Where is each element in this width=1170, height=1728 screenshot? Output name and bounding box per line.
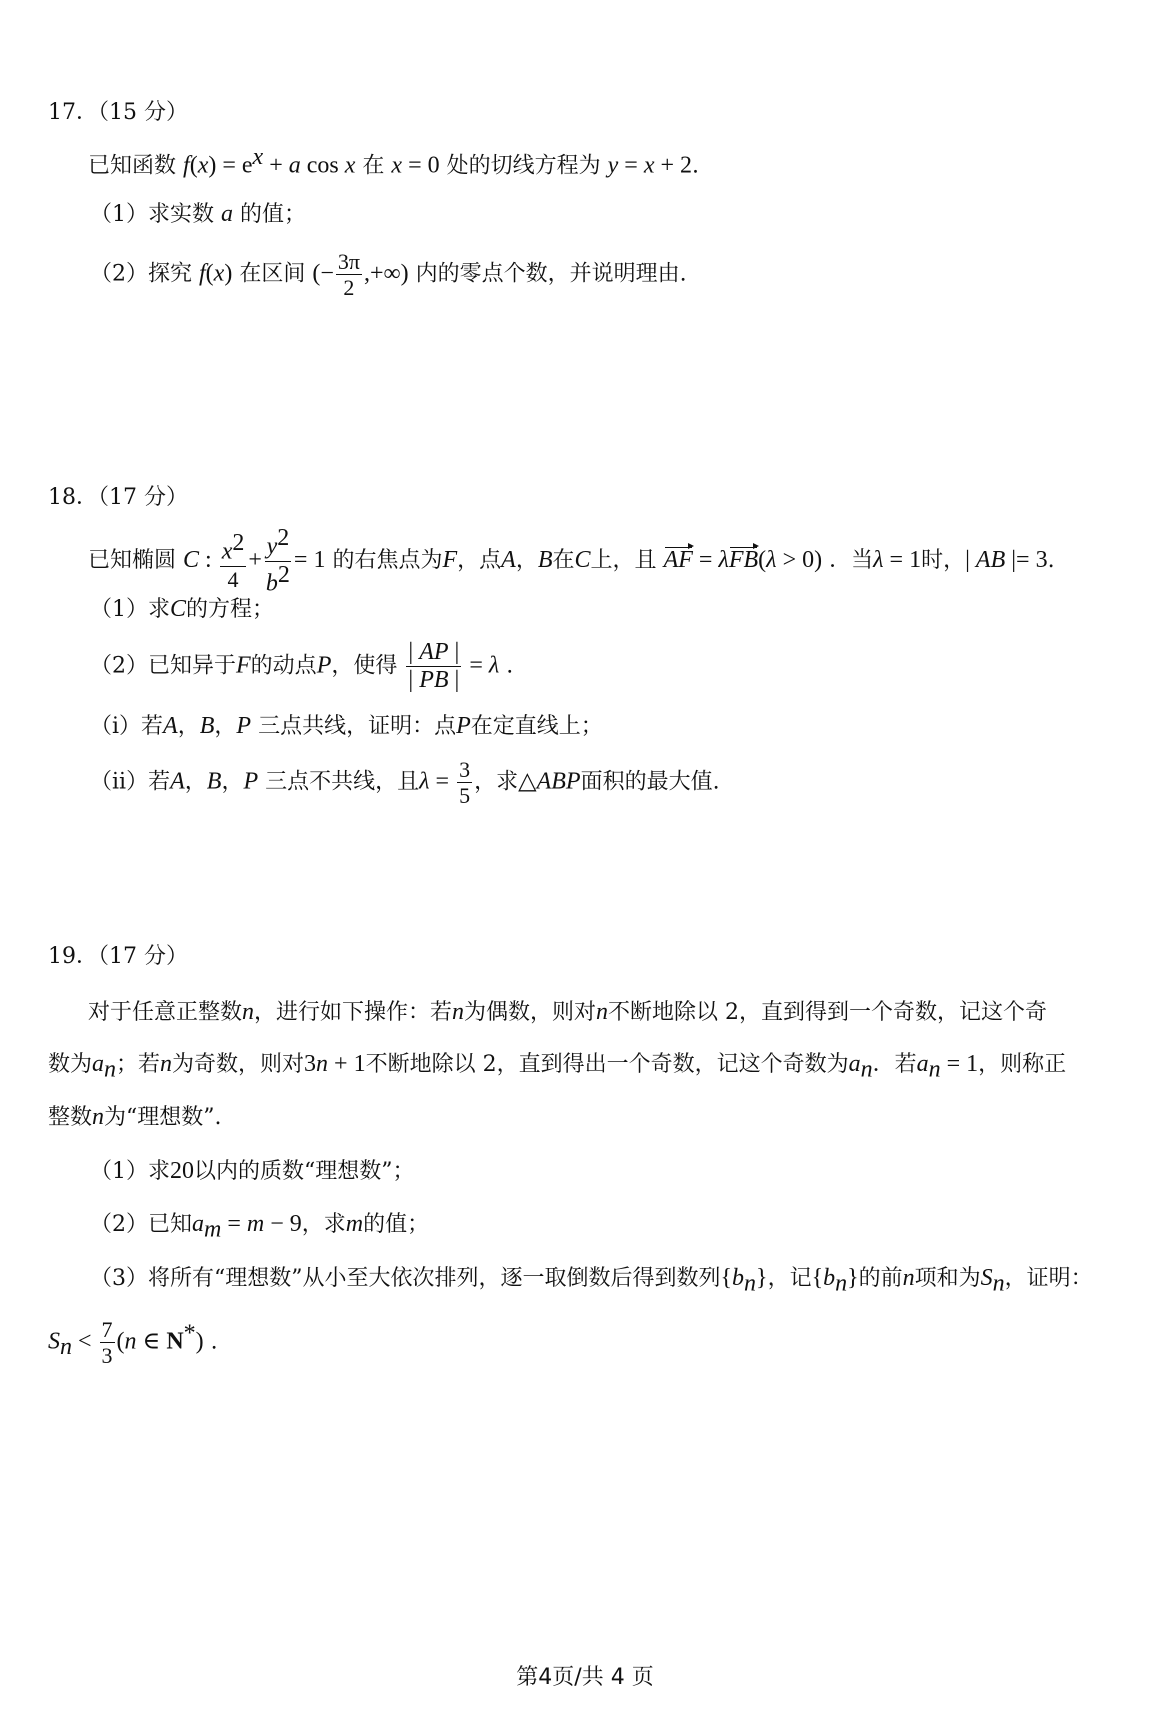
q19-header: 19．（17 分） <box>48 944 188 969</box>
page-footer: 第4页/共 4 页 <box>516 1665 654 1690</box>
q19-part2: （2）已知$a_m = m - 9$，求m的值； <box>90 1211 430 1243</box>
q17-stem: 已知函数 $f(x) = e^x + a$ cos x 在 x = 0 处的切线方程为 y = x + 2. <box>88 144 700 179</box>
q17-header: 17．（15 分） <box>48 100 188 125</box>
q19-stem-line3: 整数n为“理想数”. <box>48 1104 222 1130</box>
q18-header: 18．（17 分） <box>48 485 188 510</box>
q19-stem-line2: 数为$a_n$；若n为奇数，则对3n + 1不断地除以 2，直到得出一个奇数，记这个奇数为$a_n$．若$a_n = 1$，则称正 <box>48 1051 1067 1083</box>
q18-part2: （2）已知异于F的动点P，使得 $\frac{| AP |}{| PB |}$ = λ . <box>90 639 514 694</box>
q19-part3: （3）将所有“理想数”从小至大依次排列，逐一取倒数后得到数列$\{b_n\}$，记$\{b_n\}$的前n项和为$S_n$，证明： <box>90 1265 1093 1297</box>
q19-part1: （1）求20以内的质数“理想数”； <box>90 1158 415 1184</box>
q18-part2-ii: （ii）若A，B，P 三点不共线，且λ = $\frac{3}{5}$ ，求△ABP面积的最大值. <box>90 757 720 809</box>
q19-part3-inequality: $S_n$ < $\frac{7}{3}$ (n ∈ N*) . <box>48 1317 218 1369</box>
q17-part1: （1）求实数 a 的值； <box>90 201 307 227</box>
q18-stem: 已知椭圆 C : $\frac{x^2}{4}$ + $\frac{y^2}{b^2}$ = 1 的右焦点为F，点A，B在C上，且 AF = λFB(λ > 0) ．当λ = 1时，| AB |= 3. <box>88 525 1055 596</box>
q18-part1: （1）求C的方程； <box>90 596 275 622</box>
q17-part2: （2）探究 f(x) 在区间 (− $\frac{3\pi}{2}$ ,+∞) 内的零点个数，并说明理由. <box>90 249 687 301</box>
q19-stem-line1: 对于任意正整数n，进行如下操作：若n为偶数，则对n不断地除以 2，直到得到一个奇数，记这个奇 <box>88 999 1048 1025</box>
q18-part2-i: （i）若A，B，P 三点共线，证明：点P在定直线上； <box>90 713 603 739</box>
